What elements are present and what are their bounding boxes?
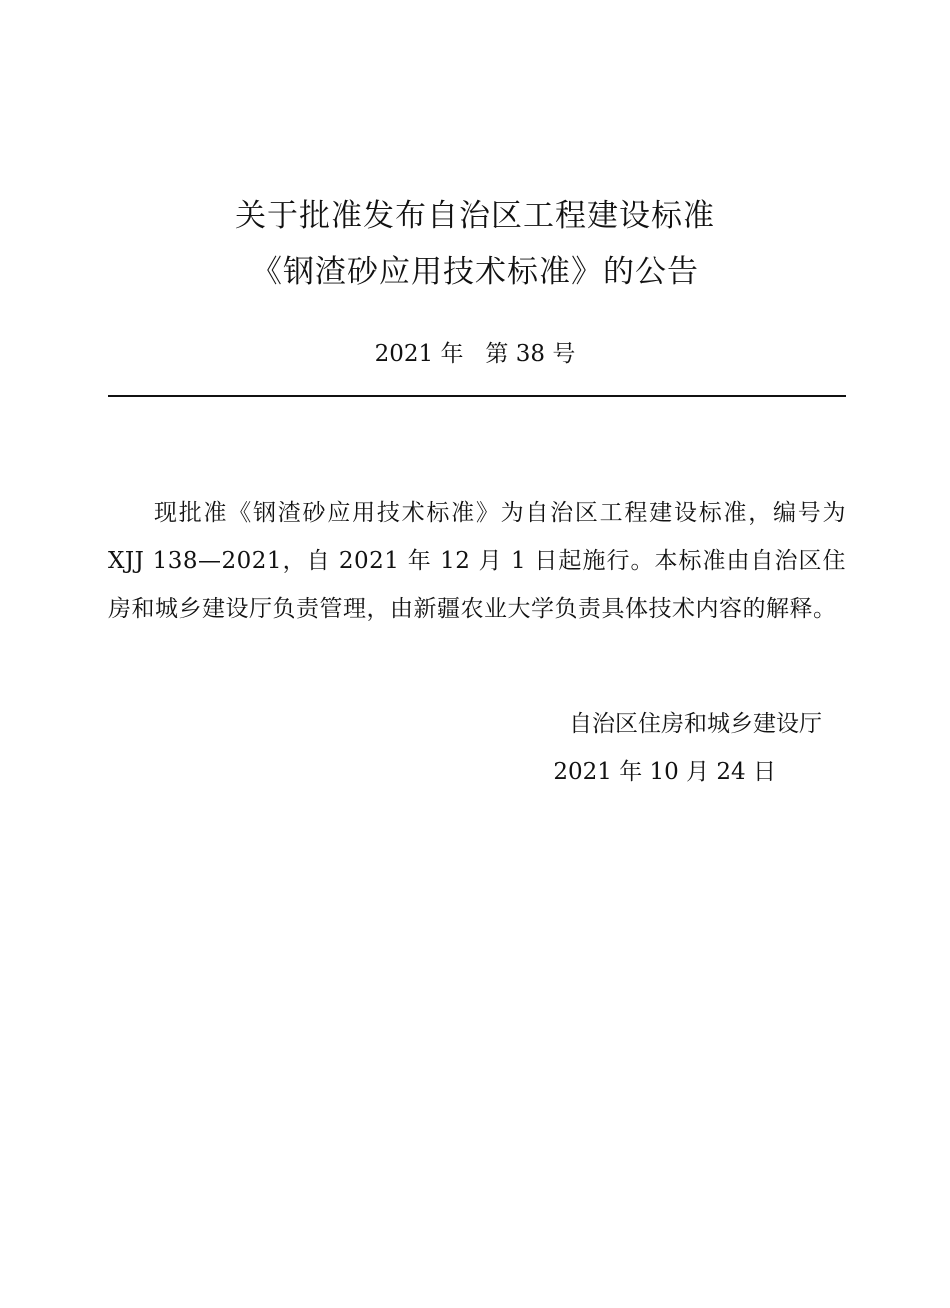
title-line-1: 关于批准发布自治区工程建设标准 <box>235 198 715 234</box>
title-line-2: 《钢渣砂应用技术标准》的公告 <box>251 254 699 290</box>
signature-block <box>0 700 822 796</box>
notice-body: 现批准《钢渣砂应用技术标准》为自治区工程建设标准，编号为 XJJ 138—2021，自 2021 年 12 月 1 日起施行。本标准由自治区住房和城乡建设厅负责管理，由新疆农业大学负责具体技术内容的解释。 <box>108 500 846 622</box>
issuer-name: 自治区住房和城乡建设厅 <box>569 711 822 737</box>
title-divider <box>108 395 846 397</box>
notice-title <box>0 188 950 300</box>
issue-date: 2021 年 10 月 24 日 <box>553 759 776 785</box>
issue-number: 2021 年 第 38 号 <box>374 341 576 367</box>
